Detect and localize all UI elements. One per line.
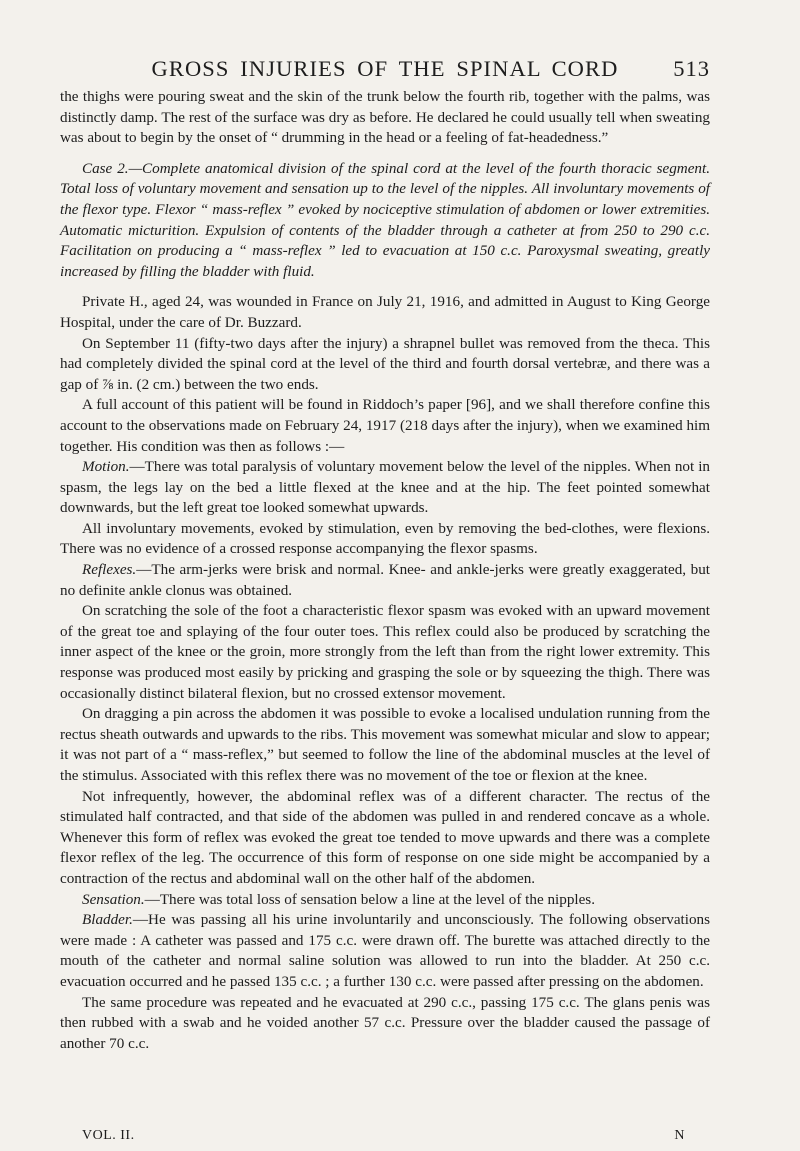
paragraph: Private H., aged 24, was wounded in France on July 21, 1916, and admitted in August to King George Hospital, under the care of Dr. Buzzard. — [60, 293, 710, 331]
paragraph: On scratching the sole of the foot a characteristic flexor spasm was evoked with an upward movement of the great toe and splaying of the four outer toes. This reflex could also be produced by scratching the inner aspect of the knee or the groin, more strongly from the left than from the right lower extremity. This response was produced most easily by pricking and grasping the sole or by squeezing the thigh. There was occasionally distinct bilateral flexion, but no crossed extensor movement. — [60, 602, 710, 702]
section-reflexes — [60, 560, 710, 601]
section-text: —There was total loss of sensation below a line at the level of the nipples. — [144, 890, 595, 908]
paragraph: the thighs were pouring sweat and the skin of the trunk below the fourth rib, together with the palms, was distinctly damp. The rest of the surface was dry as before. He declared he could usually tell when sweating was about to begin by the onset of “ drumming in the head or a feeling of fat-headedness.” — [60, 88, 710, 147]
case-summary: Case 2.—Complete anatomical division of the spinal cord at the level of the fourth thoracic segment. Total loss of voluntary movement and sensation up to the level of the nipples. All involuntary movements of the flexor type. Flexor “ mass-reflex ” evoked by nociceptive stimulation of abdomen or lower extremities. Automatic micturition. Expulsion of contents of the bladder through a catheter at from 250 to 290 c.c. Facilitation on producing a “ mass-reflex ” led to evacuation at 150 c.c. Paroxysmal sweating, greatly increased by filling the bladder with fluid. — [60, 159, 710, 280]
paragraph: On dragging a pin across the abdomen it was possible to evoke a localised undulation running from the rectus sheath outwards and upwards to the ribs. This movement was somewhat micular and slow to appear; it was not part of a “ mass-reflex,” but seemed to follow the line of the abdominal muscles at the level of the stimulus. Associated with this reflex there was no movement of the toe or flexion at the knee. — [60, 705, 710, 784]
page-footer — [82, 1128, 685, 1144]
section-motion — [60, 457, 710, 519]
paragraph: Not infrequently, however, the abdominal reflex was of a different character. The rectus of the stimulated half contracted, and that side of the abdomen was pulled in and rendered concave as a whole. Whenever this form of reflex was evoked the great toe tended to move upwards and there was a complete flexor reflex of the leg. The occurrence of this form of response on one side might be accompanied by a contraction of the rectus and abdominal wall on the other half of the abdomen. — [60, 787, 710, 887]
paragraph: A full account of this patient will be found in Riddoch’s paper [96], and we shall therefore confine this account to the observations made on February 24, 1917 (218 days after the injury), when we examined him together. His condition was then as follows :— — [60, 396, 710, 455]
section-label: Bladder. — [82, 911, 133, 929]
section-text: —There was total paralysis of voluntary movement below the level of the nipples. When not in spasm, the legs lay on the bed a little flexed at the knee and at the hip. The feet pointed somewhat downwards, but the left great toe looked somewhat upwards. — [60, 458, 710, 517]
page-number: 513 — [673, 56, 710, 81]
page-body — [60, 87, 710, 1054]
section-label: Motion. — [82, 458, 130, 476]
paragraph: All involuntary movements, evoked by stimulation, even by removing the bed-clothes, were flexions. There was no evidence of a crossed response accompanying the flexor spasms. — [60, 519, 710, 558]
signature-mark: N — [674, 1128, 685, 1143]
paragraph: The same procedure was repeated and he evacuated at 290 c.c., passing 175 c.c. The glans penis was then rubbed with a swab and he voided another 57 c.c. Pressure over the bladder caused the passage of another 70 c.c. — [60, 993, 710, 1052]
section-bladder — [60, 910, 710, 992]
paragraph: On September 11 (fifty-two days after the injury) a shrapnel bullet was removed from the theca. This had completely divided the spinal cord at the level of the third and fourth dorsal vertebræ, and there was a gap of ⅞ in. (2 cm.) between the two ends. — [60, 334, 710, 393]
section-sensation — [60, 890, 710, 911]
volume-label: VOL. II. — [82, 1128, 135, 1143]
section-label: Sensation. — [82, 890, 145, 908]
section-text: —The arm-jerks were brisk and normal. Knee- and ankle-jerks were greatly exaggerated, but no definite ankle clonus was obtained. — [60, 561, 710, 599]
section-label: Reflexes. — [82, 561, 137, 579]
section-text: —He was passing all his urine involuntarily and unconsciously. The following observations were made : A catheter was passed and 175 c.c. were drawn off. The burette was attached directly to the mouth of the catheter and normal saline solution was allowed to run into the bladder. At 250 c.c. evacuation occurred and he passed 135 c.c. ; a further 130 c.c. were passed after pressing on the abdomen. — [60, 911, 710, 990]
running-title: GROSS INJURIES OF THE SPINAL CORD — [151, 56, 619, 81]
page-header — [60, 56, 710, 86]
